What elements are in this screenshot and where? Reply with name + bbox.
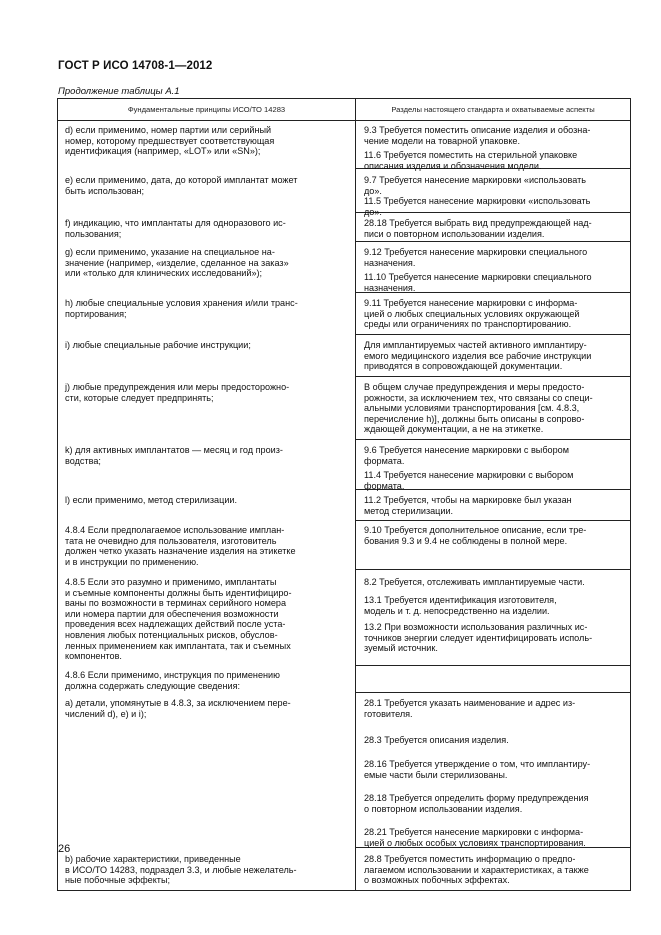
- section-text: 9.6 Требуется нанесение маркировки с выбором формата.: [364, 445, 569, 466]
- section-text: 9.3 Требуется поместить описание изделия и обозна- чение модели на товарной упаковке.: [364, 125, 591, 146]
- principle-cell: [58, 524, 356, 570]
- page-number: 26: [58, 843, 71, 855]
- principle-text: k) для активных имплантатов — месяц и год произ- водства;: [65, 445, 283, 466]
- section-text: 9.12 Требуется нанесение маркировки специального назначения.: [364, 247, 588, 268]
- principle-text: 4.8.6 Если применимо, инструкция по применению должна содержать следующие сведения:: [65, 670, 280, 691]
- principle-text: 4.8.5 Если это разумно и применимо, имплантаты и съемные компоненты должны быть идентифициро- ваны по возможности в терминах серийного номера или номера партии для обеспечения возможности проведения всех надлежащих действий после уста- новления любых потенциальных рисков, обуслов- ленных применением как имплантата, так и съемных компонентов.: [65, 577, 292, 662]
- principle-text: е) если применимо, дата, до которой имплантат может быть использован;: [65, 175, 298, 196]
- table-row: [58, 245, 631, 293]
- section-text: 13.2 При возможности использования различных ис- точников энергии следует идентифицировать исполь- зуемый источник.: [364, 622, 593, 654]
- table-row: [58, 524, 631, 570]
- table-row: [58, 443, 631, 490]
- principle-text: h) любые специальные условия хранения и/или транс- портирования;: [65, 298, 298, 319]
- principle-cell: [58, 443, 356, 490]
- section-text: 28.3 Требуется описания изделия.: [364, 735, 509, 745]
- section-cell: [356, 245, 631, 293]
- table-row: [58, 493, 631, 521]
- principle-text: 4.8.4 Если предполагаемое использование имплан- тата не очевидно для пользователя, изготовитель должен четко указать назначение изделия на этикетке и в инструкции по применению.: [65, 525, 296, 567]
- table-row: [58, 696, 631, 848]
- section-cell: [356, 216, 631, 242]
- table-row: [58, 669, 631, 693]
- principle-cell: [58, 172, 356, 213]
- principle-cell: [58, 121, 356, 169]
- principle-text: а) детали, упомянутые в 4.8.3, за исключением пере- числений d), е) и i);: [65, 698, 291, 719]
- section-cell: [356, 443, 631, 490]
- section-text: 28.8 Требуется поместить информацию о предпо- лагаемом использовании и характеристиках, а также о возможных побочных эффектах.: [364, 854, 589, 886]
- table-row: [58, 121, 631, 169]
- principle-cell: [58, 338, 356, 377]
- section-text: 28.16 Требуется утверждение о том, что имплантиру- емые части были стерилизованы.: [364, 759, 591, 780]
- principle-text: j) любые предупреждения или меры предосторожно- сти, которые следует предпринять;: [65, 382, 290, 403]
- table-row: [58, 172, 631, 213]
- principle-text: b) рабочие характеристики, приведенные в ИСО/ТО 14283, подраздел 3.3, и любые нежелатель- ные побочные эффекты;: [65, 854, 297, 886]
- principle-cell: [58, 669, 356, 693]
- section-cell: [356, 296, 631, 335]
- section-text: 9.7 Требуется нанесение маркировки «использовать до». 11.5 Требуется нанесение маркировки «использовать до».: [364, 175, 591, 217]
- section-text: В общем случае предупреждения и меры предосто- рожности, за исключением тех, что связаны со специ- альными условиями транспортирования [см. 4.8.3, перечисление h)], должны быть описаны в сопрово- ждающей документации, а не на этикетке.: [364, 382, 593, 435]
- section-cell: [356, 573, 631, 666]
- section-text: 11.10 Требуется нанесение маркировки специального назначения.: [364, 272, 592, 293]
- table-row: [58, 338, 631, 377]
- section-cell: [356, 380, 631, 440]
- principle-cell: [58, 245, 356, 293]
- principle-text: i) любые специальные рабочие инструкции;: [65, 340, 251, 350]
- section-cell: [356, 524, 631, 570]
- principle-cell: [58, 380, 356, 440]
- principle-text: g) если применимо, указание на специальное на- значение (например, «изделие, сделанное на заказ» или «только для клинических исследований»);: [65, 247, 289, 279]
- section-cell: [356, 493, 631, 521]
- section-cell: [356, 851, 631, 891]
- section-text: 11.6 Требуется поместить на стерильной упаковке описания изделия и обозначения модели.: [364, 150, 578, 171]
- principle-cell: [58, 493, 356, 521]
- principle-cell: [58, 296, 356, 335]
- section-cell: [356, 338, 631, 377]
- section-text: 28.18 Требуется выбрать вид предупреждающей над- писи о повторном использовании изделия.: [364, 218, 592, 239]
- table-row: [58, 216, 631, 242]
- column-header-principles: Фундаментальные принципы ИСО/ТО 14283: [58, 99, 356, 121]
- section-cell: [356, 696, 631, 848]
- section-text: Для имплантируемых частей активного имплантиру- емого медицинского изделия все рабочие инструкции приводятся в сопровождающей документации.: [364, 340, 592, 372]
- table-caption: Продолжение таблицы А.1: [58, 86, 180, 97]
- section-cell: [356, 121, 631, 169]
- requirements-table: [57, 98, 612, 891]
- section-text: 9.10 Требуется дополнительное описание, если тре- бования 9.3 и 9.4 не соблюдены в полной мере.: [364, 525, 587, 546]
- section-text: 8.2 Требуется, отслеживать имплантируемые части.: [364, 577, 585, 587]
- principle-text: d) если применимо, номер партии или серийный номер, которому предшествует соответствующая идентификация (например, «LOT» или «SN»);: [65, 125, 275, 157]
- principle-cell: [58, 696, 356, 848]
- principle-cell: [58, 851, 356, 891]
- principle-text: f) индикацию, что имплантаты для одноразового ис- пользования;: [65, 218, 286, 239]
- section-text: 28.18 Требуется определить форму предупреждения о повторном использовании изделия.: [364, 793, 589, 814]
- principle-cell: [58, 216, 356, 242]
- table-row: [58, 851, 631, 891]
- section-text: 28.21 Требуется нанесение маркировки с информа- цией о любых особых условиях транспортирования.: [364, 827, 586, 848]
- section-text: 9.11 Требуется нанесение маркировки с информа- цией о любых специальных условиях окружающей среды или ограничениях по транспортированию.: [364, 298, 580, 330]
- section-cell: [356, 172, 631, 217]
- section-text: 28.1 Требуется указать наименование и адрес из- готовителя.: [364, 698, 576, 719]
- principle-cell: [58, 573, 356, 666]
- principle-text: l) если применимо, метод стерилизации.: [65, 495, 237, 505]
- table-row: [58, 380, 631, 440]
- column-header-sections: Разделы настоящего стандарта и охватываемые аспекты: [356, 99, 631, 121]
- section-text: 13.1 Требуется идентификация изготовителя, модель и т. д. непосредственно на изделии.: [364, 595, 557, 616]
- section-text: 11.4 Требуется нанесение маркировки с выбором формата.: [364, 470, 574, 491]
- section-cell: [356, 669, 631, 693]
- table-row: [58, 296, 631, 335]
- section-text: 11.2 Требуется, чтобы на маркировке был указан метод стерилизации.: [364, 495, 572, 516]
- table-row: [58, 573, 631, 666]
- document-title: ГОСТ Р ИСО 14708-1—2012: [58, 60, 213, 72]
